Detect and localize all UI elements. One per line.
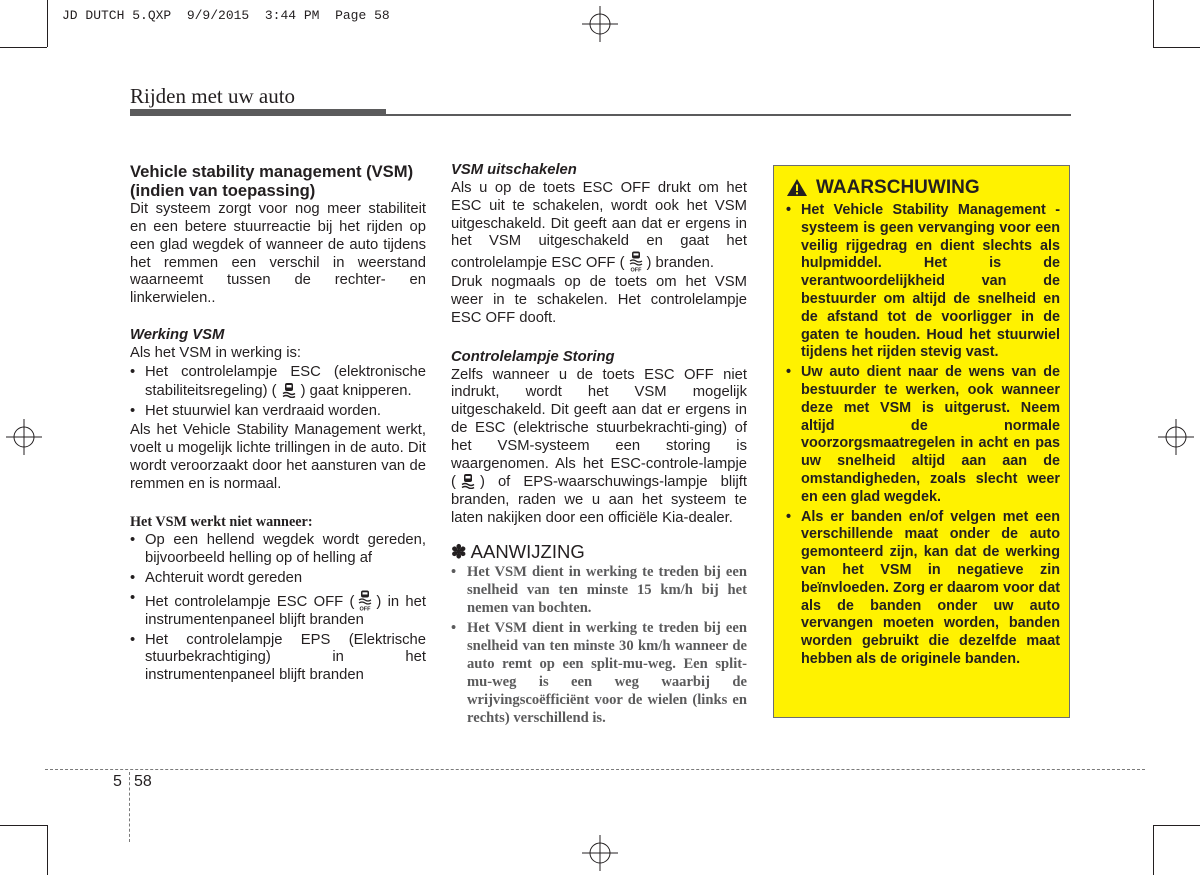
uitschakelen-heading: VSM uitschakelen [451,162,577,178]
note-star-icon: ✽ [451,540,467,562]
list-item: • Op een hellend wegdek wordt gereden, bijvoorbeeld helling op of helling af [130,532,426,568]
storing-paragraph: Zelfs wanneer u de toets ESC OFF niet indrukt, wordt het VSM mogelijk uitgeschakeld. Dit geeft aan dat er ergens in de ESC (elektrische stuurbekrachti-ging) of het VSM-systeem een storing is waargenomen. Als het ESC-controle-lampje ( ) of EPS-waarschuwings-lampje blijft branden, raden we u aan het systeem te laten nakijken door een officiële Kia-dealer. [451,366,747,526]
crop-mark-bottom-left-v [47,825,48,875]
list-item: • Het VSM dient in werking te treden bij een snelheid van ten minste 30 km/h wanneer de auto remt op een split-mu-weg. Een split-mu-weg is een weg waarbij de wrijvingscoëfficiënt voor de wielen (links en rechts) verschillend is. [451,619,747,727]
registration-mark-bottom-icon [582,835,618,871]
crop-mark-top-right-h [1153,47,1200,48]
note-heading [451,541,747,563]
crop-mark-bottom-left-h [0,825,47,826]
folio-divider [129,772,130,842]
svg-text:OFF: OFF [359,606,371,612]
intro-paragraph: Dit systeem zorgt voor nog meer stabiliteit en een betere stuurreactie bij het rijden op een glad wegdek of wanneer de auto tijdens het remmen een verschil in weerstand waarneemt tussen de rechter- en linkerwielen.. [130,201,426,307]
warning-list [786,202,1060,669]
crop-mark-bottom-right-h [1153,825,1200,826]
note-title: AANWIJZING [470,540,585,562]
section-title: Vehicle stability management (VSM) (indien van toepassing) [130,162,414,200]
list-item: • Het controlelampje EPS (Elektrische stuurbekrachtiging) in het instrumentenpaneel blijft branden [130,632,426,685]
registration-mark-right-icon [1158,419,1194,455]
list-item: • Als er banden en/of velgen met een verschillende maat onder de auto gemonteerd zijn, kan dat de werking van het VSM in negatieve zin beïnvloeden. Zorg er daarom voor dat als de banden onder uw auto vervangen moeten worden, banden worden gebruikt die dezelfde maat hebben als de originele banden. [786,509,1060,669]
werking-lead: Als het VSM in werking is: [130,344,302,361]
werking-list [130,364,426,421]
list-item: • Het VSM dient in werking te treden bij een snelheid van ten minste 15 km/h bij het nemen van bochten. [451,563,747,617]
chapter-number: 5 [113,773,122,790]
list-item: • Het controlelampje ESC OFF ( OFF ) in het instrumentenpaneel blijft branden [130,590,426,630]
uitschakelen-paragraph-2: Druk nogmaals op de toets om het VSM weer in te schakelen. Het controlelampje ESC OFF dooft. [451,274,747,326]
printer-slug [62,8,390,23]
footer-rule [45,769,1145,770]
page-number: 58 [134,773,152,790]
crop-mark-bottom-right-v [1153,825,1154,875]
werking-heading: Werking VSM [130,326,225,343]
list-item: • Het Vehicle Stability Management -systeem is geen vervanging voor een veilig rijgedrag en dient slechts als hulpmiddel. Het is de verantwoordelijkheid van de bestuurder om altijd de snelheid en de afstand tot de voorligger in de gaten te houden. Houd het stuurwiel tijdens het rijden stevig vast. [786,202,1060,362]
list-item: • Het controlelampje ESC (elektronische stabiliteitsregeling) ( ) gaat knipperen. [130,364,426,401]
esc-warning-icon [279,382,299,398]
crop-mark-top-left-v [47,0,48,47]
registration-mark-top-icon [582,6,618,42]
esc-off-icon [356,590,374,612]
list-item: • Uw auto dient naar de wens van de bestuurder te werken, ook wanneer deze met VSM is uitgerust. Neem altijd de normale voorzorgsmaatregelen in acht en pas uw snelheid altijd aan aan de omstandigheden, zoals slecht weer en een glad wegdek. [786,364,1060,506]
list-item: • Het stuurwiel kan verdraaid worden. [130,403,426,421]
storing-heading: Controlelampje Storing [451,348,615,365]
header-rule-thick [130,109,386,116]
slug-date: 9/9/2015 [186,8,250,23]
esc-off-icon [627,251,645,273]
slug-page: Page 58 [335,8,390,23]
note-list [451,563,747,727]
slug-time: 3:44 PM [264,8,320,23]
crop-mark-top-right-v [1153,0,1154,47]
middle-column [451,161,747,727]
left-column [130,163,426,685]
header-rule-thin [386,114,1071,116]
warning-heading [786,176,1060,199]
running-title: Rijden met uw auto [130,84,296,108]
warning-box [773,165,1070,718]
crop-mark-top-left-h [0,47,47,48]
registration-mark-left-icon [6,419,42,455]
uitschakelen-paragraph-1: Als u op de toets ESC OFF drukt om het ESC uit te schakelen, wordt ook het VSM uitgeschakeld. Dit geeft aan dat er ergens in het VSM uitgeschakeld en gaat het controlelampje ESC OFF ( OFF ) branden. [451,180,747,274]
list-item: • Achteruit wordt gereden [130,570,426,588]
niet-list [130,532,426,685]
slug-file: JD DUTCH 5.QXP [62,8,172,23]
niet-heading: Het VSM werkt niet wanneer: [130,514,313,531]
esc-warning-icon [458,473,478,489]
warning-title: WAARSCHUWING [816,177,980,198]
werking-paragraph: Als het Vehicle Stability Management werkt, voelt u mogelijk lichte trillingen in de auto. Dit wordt veroorzaakt door het aansturen van de remmen en is normaal. [130,422,426,492]
svg-text:OFF: OFF [630,267,642,274]
warning-triangle-icon [786,178,808,197]
